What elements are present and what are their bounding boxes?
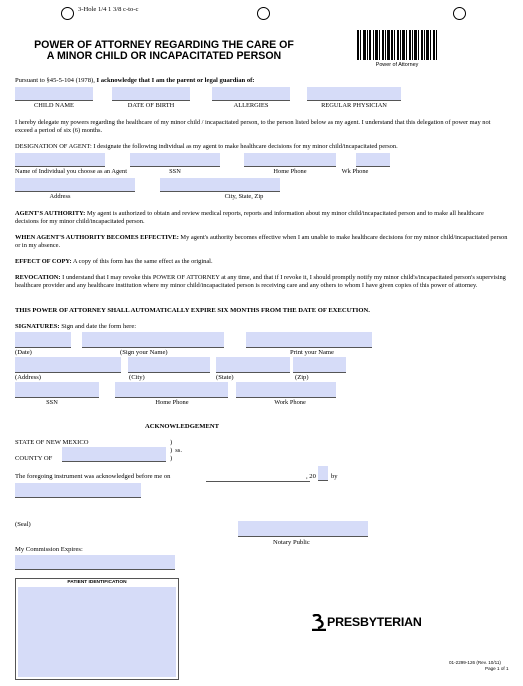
print-name-field[interactable] xyxy=(246,332,372,348)
signatures-body: Sign and date the form here: xyxy=(59,323,137,330)
agent-authority-body: My agent is authorized to obtain and review medical reports, reports and information about my minor child/incapacitated person and to make all healthcare decisions for my minor child/incapacitated person. xyxy=(15,210,484,225)
effect-of-copy-paragraph xyxy=(15,258,508,266)
print-name-label: Print your Name xyxy=(290,349,334,356)
agent-city-state-zip-label: City, State, Zip xyxy=(224,193,264,200)
presbyterian-logo-text: PRESBYTERIAN xyxy=(327,615,422,629)
state-label: STATE OF NEW MEXICO xyxy=(15,439,89,446)
revocation-paragraph xyxy=(15,274,508,289)
child-name-label: CHILD NAME xyxy=(34,102,74,109)
punch-hole-right xyxy=(453,7,466,20)
year-field[interactable] xyxy=(318,466,328,481)
patient-identification-label: PATIENT IDENTIFICATION xyxy=(67,580,127,585)
agent-city-state-zip-field[interactable] xyxy=(160,178,280,192)
agent-address-field[interactable] xyxy=(15,178,135,192)
signer-state-label: (State) xyxy=(216,374,234,381)
revocation-body: I understand that I may revoke this POWER OF ATTORNEY at any time, and that if I revoke it, I should promptly notify my minor child's/incapacitated person's supervising healthcare provider and any healthcare institution where my minor child/incapacitated person is receiving care and any others to whom I have given copies of this power of attorney. xyxy=(15,274,506,289)
signer-home-phone-field[interactable] xyxy=(115,382,228,398)
agent-home-phone-label: Home Phone xyxy=(273,168,307,175)
signer-home-phone-label: Home Phone xyxy=(155,399,189,406)
punch-hole-middle xyxy=(257,7,270,20)
form-number: 01-2299-126 (Rev. 10/11) xyxy=(449,660,501,665)
allergies-label: ALLERGIES xyxy=(233,102,269,109)
authority-effective-body: My agent's authority becomes effective when I am unable to make healthcare decisions for my minor child/incapacitated person or in my absence. xyxy=(15,234,508,249)
signer-address-field[interactable] xyxy=(15,357,121,373)
agent-authority-paragraph xyxy=(15,210,508,225)
agent-ssn-label: SSN xyxy=(169,168,181,175)
presbyterian-logo-icon xyxy=(311,614,327,631)
regular-physician-field[interactable] xyxy=(307,87,401,101)
signature-date-field[interactable] xyxy=(15,332,71,348)
date-of-birth-label: DATE OF BIRTH xyxy=(127,102,175,109)
commission-expires-label: My Commission Expires: xyxy=(15,546,83,553)
agent-work-phone-label: Wk Phone xyxy=(341,168,369,175)
notary-public-label: Notary Public xyxy=(273,539,310,546)
pursuant-statement xyxy=(15,77,255,85)
signatures-line xyxy=(15,323,136,331)
hole-note: 3-Hole 1/4 1 3/8 c-to-c xyxy=(78,6,139,13)
signer-city-label: (City) xyxy=(129,374,145,381)
agent-name-field[interactable] xyxy=(15,153,105,167)
acknowledgement-title: ACKNOWLEDGEMENT xyxy=(145,423,220,430)
brace-bottom: ) xyxy=(170,455,173,462)
by-label: by xyxy=(331,473,338,480)
county-label: COUNTY OF xyxy=(15,455,53,462)
signer-city-field[interactable] xyxy=(128,357,210,373)
signer-ssn-label: SSN xyxy=(46,399,58,406)
signer-zip-label: (Zip) xyxy=(295,374,309,381)
pursuant-prefix: Pursuant to §45-5-104 (1978), xyxy=(15,77,97,84)
punch-hole-left xyxy=(61,7,74,20)
signer-work-phone-field[interactable] xyxy=(236,382,336,398)
page-number: Page 1 of 1 xyxy=(485,666,509,671)
effect-of-copy-body: A copy of this form has the same effect as the original. xyxy=(71,258,213,265)
authority-effective-paragraph xyxy=(15,234,508,249)
commission-expires-field[interactable] xyxy=(15,555,175,570)
barcode-graphic xyxy=(356,30,438,62)
signer-state-field[interactable] xyxy=(216,357,290,373)
delegation-paragraph: I hereby delegate my powers regarding the healthcare of my minor child / incapacitated person, to the person listed below as my agent. I understand that this delegation of power may not exceed a period of six (6) months. xyxy=(15,119,491,134)
signer-address-label: (Address) xyxy=(15,374,42,381)
barcode-caption: Power of Attorney xyxy=(375,62,419,68)
form-title-line1: POWER OF ATTORNEY REGARDING THE CARE OF xyxy=(34,39,294,51)
allergies-field[interactable] xyxy=(212,87,290,101)
foregoing-text: The foregoing instrument was acknowledged before me on xyxy=(15,473,171,480)
regular-physician-label: REGULAR PHYSICIAN xyxy=(321,102,387,109)
pursuant-bold: I acknowledge that I am the parent or legal guardian of: xyxy=(96,77,255,84)
acknowledged-by-field[interactable] xyxy=(15,483,141,498)
effect-of-copy-heading: EFFECT OF COPY: xyxy=(15,258,72,265)
designation-paragraph: DESIGNATION OF AGENT: I designate the following individual as my agent to make healthcare decisions for my minor child/incapacitated person. xyxy=(15,143,398,150)
agent-home-phone-field[interactable] xyxy=(244,153,336,167)
agent-authority-heading: AGENT'S AUTHORITY: xyxy=(15,210,86,217)
patient-identification-box[interactable] xyxy=(15,578,179,680)
agent-address-label: Address xyxy=(49,193,71,200)
agent-work-phone-field[interactable] xyxy=(356,153,390,167)
notary-signature-field[interactable] xyxy=(238,521,368,537)
child-name-field[interactable] xyxy=(15,87,93,101)
revocation-heading: REVOCATION: xyxy=(15,274,61,281)
authority-effective-heading: WHEN AGENT'S AUTHORITY BECOMES EFFECTIVE: xyxy=(15,234,179,241)
signature-date-label: (Date) xyxy=(15,349,32,356)
brace-top: ) xyxy=(170,439,173,446)
year-prefix: , 20 xyxy=(306,473,316,480)
signatures-heading: SIGNATURES: xyxy=(15,323,60,330)
sign-name-label: (Sign your Name) xyxy=(120,349,168,356)
agent-name-label: Name of Individual you choose as an Agent xyxy=(15,168,127,175)
ss-label: ) ss. xyxy=(170,447,182,454)
acknowledged-date-line[interactable] xyxy=(206,472,310,482)
expiration-statement: THIS POWER OF ATTORNEY SHALL AUTOMATICALLY EXPIRE SIX MONTHS FROM THE DATE OF EXECUTION. xyxy=(15,307,370,314)
patient-identification-field[interactable] xyxy=(18,587,176,677)
seal-label: (Seal) xyxy=(15,521,31,528)
signer-work-phone-label: Work Phone xyxy=(274,399,306,406)
date-of-birth-field[interactable] xyxy=(112,87,190,101)
signer-zip-field[interactable] xyxy=(293,357,346,373)
county-field[interactable] xyxy=(62,447,166,462)
agent-ssn-field[interactable] xyxy=(130,153,220,167)
signature-field[interactable] xyxy=(82,332,224,348)
ss-text: ss. xyxy=(175,447,182,454)
form-title-line2: A MINOR CHILD OR INCAPACITATED PERSON xyxy=(46,50,282,62)
signer-ssn-field[interactable] xyxy=(15,382,99,398)
